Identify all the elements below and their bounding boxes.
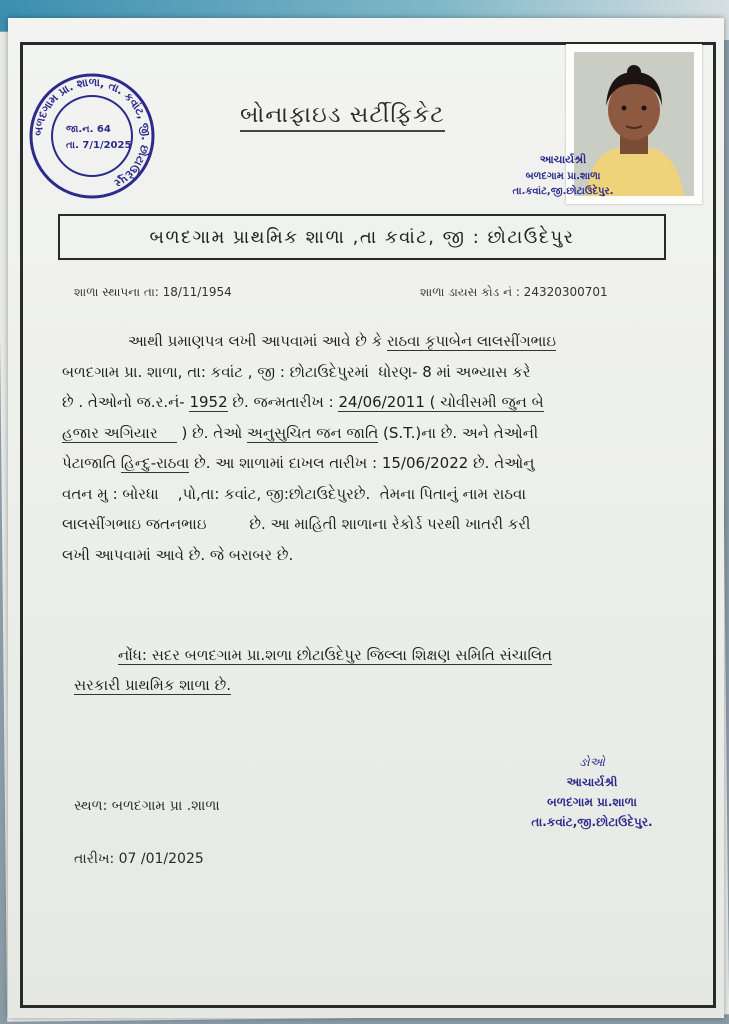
note-line2: સરકારી પ્રાથમિક શાળા છે.	[74, 676, 231, 694]
dise-code: શાળા ડાયસ કોડ નં : 24320300701	[420, 285, 608, 299]
body-text: છે. જન્મતારીખ :	[227, 393, 339, 411]
principal-stamp-line2: બળદગામ પ્રા.શાળા	[547, 795, 637, 809]
principal-signature: ઙોઓ	[579, 755, 605, 769]
body-text: લખી આપવામાં આવે છે. જે બરાબર છે.	[62, 545, 294, 564]
underlined-field: રાઠવા કૃપાબેન લાલસીંગભાઇ	[386, 332, 556, 350]
principal-stamp	[512, 752, 672, 832]
body-line	[62, 448, 682, 479]
seal-date-label: તા.	[66, 140, 79, 151]
seal-ring-text: બળદગામ પ્રા. શાળા, તા. કવાંટ, જી. છોટાઉદેપુર	[31, 75, 153, 190]
body-line	[62, 509, 682, 540]
underlined-field: હજાર અગિયાર	[62, 423, 177, 442]
underlined-field: 24/06/2011 ( ચોવીસમી જુન બે	[338, 393, 544, 411]
body-text: પેટાજાતિ	[62, 454, 121, 472]
seal-date-value: 7/1/2025	[82, 140, 132, 151]
seal-no-label: જા.ન.	[66, 124, 94, 135]
body-text: છે . તેઓનો જ.ર.નં-	[62, 393, 190, 411]
body-text: (S.T.)ના છે. અને તેઓની	[378, 423, 539, 442]
body-text: બળદગામ પ્રા. શાળા, તા: કવાંટ , જી : છોટાઉદેપુરમાં ધોરણ- 8 માં અભ્યાસ કરે	[62, 362, 531, 381]
principal-stamp-line3: તા.કવાંટ,જી.છોટાઉદેપુર.	[531, 815, 653, 829]
body-text: છે. આ શાળામાં દાખલ તારીખ : 15/06/2022 છે. તેઓનુ	[189, 454, 535, 472]
photo-stamp-line1: આચાર્યશ્રી	[539, 153, 587, 166]
svg-text:જા.ન. 64	[66, 124, 111, 135]
photo-stamp-line2: બળદગામ પ્રા.શાળા	[525, 171, 601, 182]
body-line	[62, 479, 682, 510]
note-line1: નોંધ: સદર બળદગામ પ્રા.શળા છોટાઉદેપુર જિલ્લા શિક્ષણ સમિતિ સંચાલિત	[118, 646, 553, 664]
underlined-field: 1952	[189, 393, 228, 411]
seal-no-value: 64	[96, 124, 111, 135]
body-line	[62, 326, 682, 357]
svg-text:તા. 7/1/2025	[66, 140, 131, 151]
body-line	[62, 540, 682, 571]
date-label: તારીખ: 07 /01/2025	[74, 851, 204, 867]
body-line	[62, 387, 682, 418]
place-label: સ્થળ: બળદગામ પ્રા .શાળા	[74, 798, 220, 814]
certificate-title: બોનાફાઇડ સર્ટીફિકેટ	[240, 102, 445, 132]
underlined-field: અનુસુચિત જન જાતિ	[247, 423, 379, 442]
body-text: ) છે. તેઓ	[176, 423, 248, 442]
school-round-seal	[28, 72, 156, 200]
body-text: આથી પ્રમાણપત્ર લખી આપવામાં આવે છે કે	[128, 332, 387, 350]
principal-stamp-line1: આચાર્યશ્રી	[566, 775, 618, 789]
school-header-text: બળદગામ પ્રાથમિક શાળા ,તા કવાંટ, જી : છોટાઉદેપુર	[149, 226, 575, 248]
body-line	[62, 418, 682, 449]
body-text: લાલસીંગભાઇ જતનભાઇ છે. આ માહિતી શાળાના રેકોર્ડ પરથી ખાતરી કરી	[62, 515, 531, 533]
school-header-box	[58, 214, 666, 260]
underlined-field: હિન્દુ-રાઠવા	[120, 454, 190, 472]
photo-stamp-line3: તા.કવાંટ,જી.છોટાઉદેપુર.	[512, 186, 614, 197]
certificate-body	[62, 326, 682, 570]
photo-stamp	[488, 150, 638, 199]
note-block	[62, 640, 682, 700]
body-line	[62, 357, 682, 388]
body-text: વતન મુ : બોરધા ,પો,તા: કવાંટ, જી:છોટાઉદેપુરછે. તેમના પિતાનું નામ રાઠવા	[62, 484, 526, 503]
established-date: શાળા સ્થાપના તા: 18/11/1954	[74, 285, 232, 299]
